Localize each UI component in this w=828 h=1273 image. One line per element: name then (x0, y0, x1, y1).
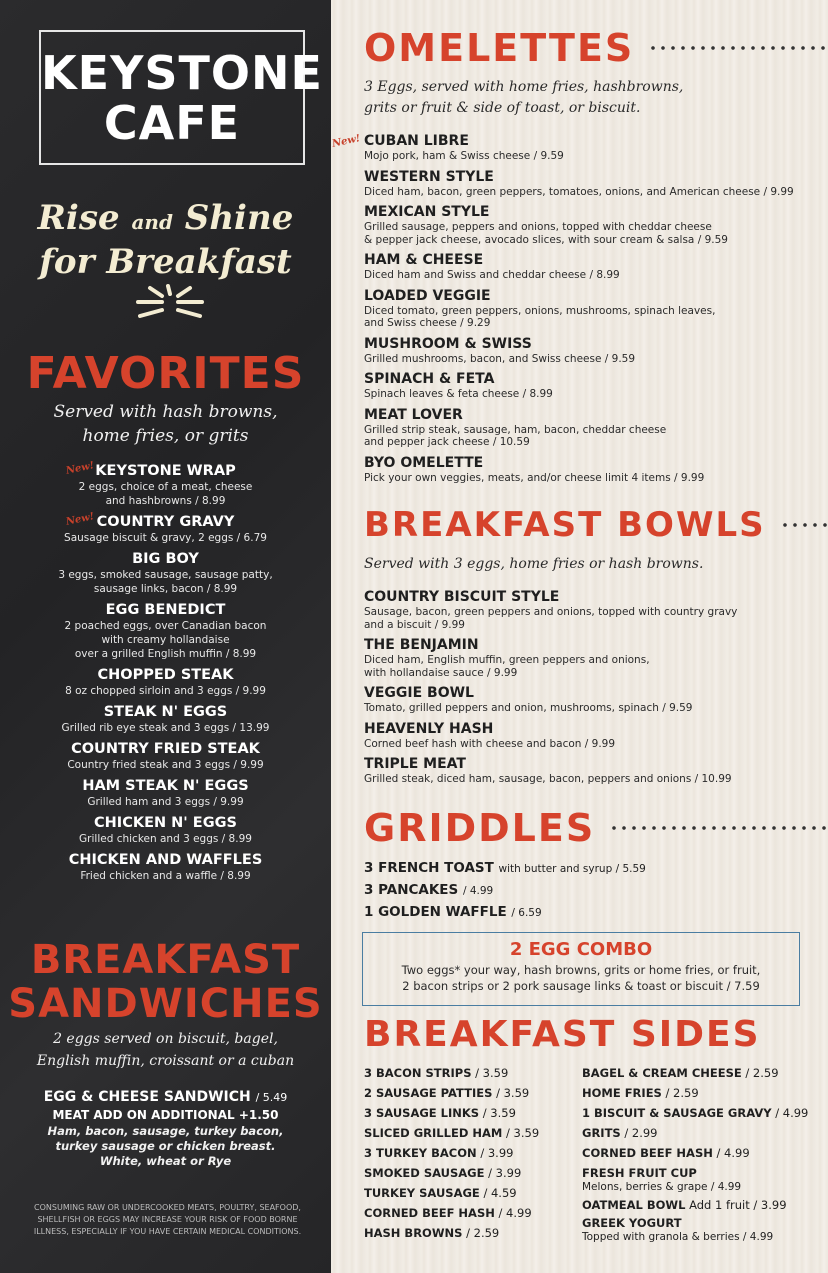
side-item (582, 1083, 808, 1103)
menu-item (364, 858, 819, 880)
combo-desc: 2 bacon strips or 2 pork sausage links & toast or biscuit / 7.59 (402, 979, 760, 993)
item-name: CHOPPED STEAK (97, 667, 234, 683)
item-desc: Spinach leaves & feta cheese / 8.99 (364, 388, 553, 400)
menu-item (364, 407, 819, 449)
side-item (364, 1063, 539, 1083)
item-name: COUNTRY BISCUIT STYLE (364, 589, 560, 605)
side-item (364, 1143, 539, 1163)
food-safety-disclaimer (30, 1202, 305, 1238)
item-desc: 2 eggs, choice of a meat, cheese (78, 481, 253, 493)
item-price: / 2.59 (466, 1226, 500, 1240)
disclaimer-line: SHELLFISH OR EGGS MAY INCREASE YOUR RISK OF FOOD BORNE (37, 1215, 298, 1224)
item-desc: & pepper jack cheese, avocado slices, with sour cream & salsa / 9.59 (364, 233, 728, 246)
item-name: HAM & CHEESE (364, 252, 484, 268)
item-desc: Fried chicken and a waffle / 8.99 (80, 870, 251, 882)
item-name: HOME FRIES (582, 1086, 662, 1100)
item-name: CHICKEN AND WAFFLES (68, 852, 263, 868)
item-desc: with butter and syrup / 5.59 (498, 863, 646, 875)
item-desc: Sausage, bacon, green peppers and onions, topped with country gravy (364, 606, 738, 618)
sandwiches-subtitle (0, 1028, 331, 1072)
side-item (364, 1103, 539, 1123)
disclaimer-line: ILLNESS, ESPECIALLY IF YOU HAVE CERTAIN MEDICAL CONDITIONS. (33, 1227, 302, 1236)
item-name: HEAVENLY HASH (364, 720, 494, 737)
brand-line1: KEYSTONE (41, 45, 323, 100)
item-price: Add 1 fruit / 3.99 (689, 1198, 787, 1212)
intro-line: grits or fruit & side of toast, or biscuit. (364, 100, 641, 116)
menu-item (0, 550, 331, 596)
item-desc: Grilled chicken and 3 eggs / 8.99 (79, 833, 252, 845)
item-price: / 3.59 (496, 1086, 530, 1100)
item-desc: Diced ham, English muffin, green peppers and onions, (364, 654, 650, 666)
bowls-list (364, 589, 819, 786)
side-item (582, 1195, 808, 1215)
item-name: COUNTRY GRAVY (96, 514, 235, 530)
omelettes-heading (364, 26, 828, 70)
item-name: THE BENJAMIN (364, 637, 479, 653)
item-name: WESTERN STYLE (364, 168, 494, 185)
menu-item (364, 756, 819, 786)
item-desc: 3 eggs, smoked sausage, sausage patty, (58, 569, 273, 581)
bowls-intro: Served with 3 eggs, home fries or hash browns. (364, 556, 704, 572)
item-name: 3 SAUSAGE LINKS (364, 1106, 480, 1120)
slogan-shine: Shine (184, 198, 294, 238)
item-desc: 2 poached eggs, over Canadian bacon (64, 620, 267, 632)
item-name: 3 BACON STRIPS (364, 1066, 472, 1080)
favorites-subtitle-line1: Served with hash browns, (53, 402, 278, 422)
item-name: VEGGIE BOWL (364, 685, 474, 701)
item-name: GREEK YOGURT (582, 1216, 682, 1230)
side-item (364, 1203, 539, 1223)
bowls-title: BREAKFAST BOWLS (364, 505, 766, 545)
item-name: TRIPLE MEAT (364, 756, 466, 772)
sun-rays-icon (130, 282, 210, 332)
menu-item (364, 204, 819, 246)
item-desc: Sausage biscuit & gravy, 2 eggs / 6.79 (64, 532, 267, 544)
sides-title: BREAKFAST SIDES (364, 1014, 761, 1055)
item-name: BIG BOY (132, 551, 199, 567)
menu-item (364, 685, 819, 715)
griddles-heading (364, 806, 828, 850)
menu-item (364, 589, 819, 631)
item-name: TURKEY SAUSAGE (364, 1186, 480, 1200)
item-price: / 3.99 (488, 1166, 522, 1180)
sides-heading (364, 1014, 761, 1055)
side-item (582, 1143, 808, 1163)
item-desc: Topped with granola & berries / 4.99 (582, 1231, 774, 1243)
combo-desc: Two eggs* your way, hash browns, grits or home fries, or fruit, (401, 963, 761, 977)
menu-item (364, 288, 819, 330)
menu-item (0, 814, 331, 846)
sandwiches-heading-line1: BREAKFAST (30, 937, 301, 983)
item-name: 3 FRENCH TOAST (364, 860, 494, 876)
item-name: 3 PANCAKES (364, 882, 459, 898)
dotted-leader (648, 45, 828, 51)
item-name: 3 TURKEY BACON (364, 1146, 477, 1160)
sides-right-column (582, 1063, 808, 1243)
item-desc: Melons, berries & grape / 4.99 (582, 1181, 742, 1193)
item-name: SLICED GRILLED HAM (364, 1126, 503, 1140)
item-desc: Tomato, grilled peppers and onion, mushrooms, spinach / 9.59 (364, 702, 693, 714)
menu-item (364, 169, 819, 199)
item-desc: 8 oz chopped sirloin and 3 eggs / 9.99 (65, 685, 266, 697)
item-desc: Ham, bacon, sausage, turkey bacon, (47, 1124, 284, 1138)
item-desc: Diced tomato, green peppers, onions, mushrooms, spinach leaves, (364, 304, 716, 317)
item-desc: and pepper jack cheese / 10.59 (364, 436, 530, 448)
menu-item (364, 336, 819, 366)
side-item (364, 1123, 539, 1143)
item-name: EGG & CHEESE SANDWICH (43, 1089, 251, 1105)
item-name: SPINACH & FETA (364, 371, 495, 387)
item-name: BAGEL & CREAM CHEESE (582, 1066, 742, 1080)
item-desc: Corned beef hash with cheese and bacon / 9.99 (364, 737, 616, 750)
dotted-leader (780, 522, 828, 528)
item-desc: Grilled sausage, peppers and onions, topped with cheddar cheese (364, 221, 712, 233)
new-badge: New! (65, 460, 96, 477)
item-price: / 3.59 (475, 1066, 509, 1080)
item-name: CHICKEN N' EGGS (94, 815, 237, 831)
menu-item (0, 703, 331, 735)
item-desc: Country fried steak and 3 eggs / 9.99 (67, 759, 264, 771)
side-item (582, 1215, 808, 1243)
item-desc: Mojo pork, ham & Swiss cheese / 9.59 (364, 150, 564, 162)
side-item (364, 1223, 539, 1243)
menu-item (0, 513, 331, 545)
sandwiches-heading-line2: SANDWICHES (8, 981, 323, 1027)
menu-item (364, 637, 819, 679)
menu-item (364, 371, 819, 401)
item-price: / 2.59 (665, 1086, 699, 1100)
item-name: HASH BROWNS (364, 1226, 463, 1240)
item-price: / 3.59 (506, 1126, 540, 1140)
slogan-rise: Rise (37, 198, 120, 238)
chalkboard-panel (0, 0, 331, 1273)
brand-line2: CAFE (103, 95, 241, 150)
favorites-subtitle-line2: home fries, or grits (82, 426, 249, 446)
item-price: / 5.49 (255, 1091, 288, 1104)
disclaimer-line: CONSUMING RAW OR UNDERCOOKED MEATS, POULTRY, SEAFOOD, (34, 1203, 301, 1212)
item-name: GRITS (582, 1126, 621, 1140)
side-item (364, 1083, 539, 1103)
item-name: 2 SAUSAGE PATTIES (364, 1086, 493, 1100)
side-item (582, 1063, 808, 1083)
menu-item (364, 880, 819, 902)
item-price: / 4.99 (716, 1146, 750, 1160)
menu-item (0, 851, 331, 883)
item-name: 1 BISCUIT & SAUSAGE GRAVY (582, 1106, 772, 1120)
item-name: MEXICAN STYLE (364, 204, 490, 220)
item-name: CUBAN LIBRE (364, 133, 469, 149)
item-price: / 4.99 (775, 1106, 809, 1120)
menu-item (0, 777, 331, 809)
dotted-leader (609, 825, 828, 831)
menu-item (364, 902, 819, 924)
item-desc: Grilled ham and 3 eggs / 9.99 (87, 796, 244, 808)
item-name: HAM STEAK N' EGGS (82, 778, 249, 794)
new-badge: New! (331, 133, 362, 150)
brand-logo (39, 30, 323, 165)
favorites-subtitle (0, 400, 331, 448)
item-name: OATMEAL BOWL (582, 1198, 686, 1212)
side-item (582, 1103, 808, 1123)
griddles-title: GRIDDLES (364, 806, 596, 850)
item-price: / 4.59 (483, 1186, 517, 1200)
item-name: CORNED BEEF HASH (582, 1146, 713, 1160)
item-desc: sausage links, bacon / 8.99 (93, 583, 238, 595)
item-desc: White, wheat or Rye (99, 1154, 232, 1168)
griddles-list (364, 858, 819, 924)
bowls-heading (364, 505, 828, 545)
favorites-heading: FAVORITES (26, 348, 305, 399)
item-desc: Pick your own veggies, meats, and/or cheese limit 4 items / 9.99 (364, 471, 705, 484)
omelettes-title: OMELETTES (364, 26, 635, 70)
item-name: BYO OMELETTE (364, 454, 484, 471)
item-desc: turkey sausage or chicken breast. (55, 1139, 276, 1153)
item-desc: and Swiss cheese / 9.29 (364, 317, 491, 329)
item-name: FRESH FRUIT CUP (582, 1166, 697, 1180)
item-name: KEYSTONE WRAP (95, 463, 236, 479)
intro-line: 3 Eggs, served with home fries, hashbrowns, (364, 79, 684, 95)
side-item (364, 1163, 539, 1183)
sandwiches-subtitle-line1: 2 eggs served on biscuit, bagel, (53, 1031, 278, 1047)
item-desc: Grilled steak, diced ham, sausage, bacon, peppers and onions / 10.99 (364, 773, 732, 785)
item-desc: and hashbrowns / 8.99 (105, 495, 226, 507)
item-name: STEAK N' EGGS (103, 704, 228, 720)
item-price: / 4.99 (498, 1206, 532, 1220)
menu-item (0, 601, 331, 661)
item-desc: Diced ham, bacon, green peppers, tomatoes, onions, and American cheese / 9.99 (364, 185, 794, 198)
item-desc: Grilled strip steak, sausage, ham, bacon, cheddar cheese (364, 423, 667, 436)
side-item (582, 1123, 808, 1143)
egg-combo-box (362, 932, 800, 1006)
item-name: LOADED VEGGIE (364, 287, 491, 304)
item-price: / 2.99 (624, 1126, 658, 1140)
sandwiches-heading (0, 938, 331, 1026)
omelettes-list (331, 133, 819, 484)
combo-title: 2 EGG COMBO (509, 939, 653, 960)
item-desc: Diced ham and Swiss and cheddar cheese / 8.99 (364, 269, 620, 281)
item-desc: with creamy hollandaise (101, 634, 230, 646)
item-name: MEAT LOVER (364, 406, 463, 423)
item-price: / 3.99 (480, 1146, 514, 1160)
meat-add-on: MEAT ADD ON ADDITIONAL +1.50 (52, 1108, 279, 1122)
item-desc: Grilled mushrooms, bacon, and Swiss cheese / 9.59 (364, 352, 636, 365)
sandwich-item (0, 1088, 331, 1169)
item-name: MUSHROOM & SWISS (364, 335, 532, 352)
menu-item (0, 462, 331, 508)
slogan-line2: for Breakfast (39, 242, 292, 282)
item-desc: over a grilled English muffin / 8.99 (74, 648, 257, 660)
item-desc: Grilled rib eye steak and 3 eggs / 13.99 (61, 722, 270, 734)
item-name: CORNED BEEF HASH (364, 1206, 495, 1220)
item-name: 1 GOLDEN WAFFLE (364, 904, 507, 920)
side-item (582, 1165, 808, 1193)
item-price: / 2.59 (745, 1066, 779, 1080)
item-desc: and a biscuit / 9.99 (364, 618, 465, 631)
new-badge: New! (65, 511, 96, 528)
item-name: COUNTRY FRIED STEAK (71, 741, 260, 757)
item-desc: / 6.59 (511, 907, 542, 919)
menu-item (364, 252, 819, 282)
menu-item (0, 740, 331, 772)
favorites-list (0, 462, 331, 888)
side-item (364, 1183, 539, 1203)
item-name: SMOKED SAUSAGE (364, 1166, 485, 1180)
sandwiches-subtitle-line2: English muffin, croissant or a cuban (36, 1053, 295, 1069)
slogan (0, 198, 331, 282)
menu-item (364, 721, 819, 751)
item-price: / 3.59 (482, 1106, 516, 1120)
sides-left-column (364, 1063, 539, 1243)
wood-panel (331, 0, 828, 1273)
slogan-and: and (131, 210, 173, 234)
omelettes-intro (364, 77, 683, 119)
menu-item (331, 133, 819, 163)
item-desc: with hollandaise sauce / 9.99 (364, 666, 518, 679)
item-desc: / 4.99 (462, 885, 494, 897)
menu-item (364, 455, 819, 485)
item-name: EGG BENEDICT (105, 602, 226, 618)
menu-item (0, 666, 331, 698)
